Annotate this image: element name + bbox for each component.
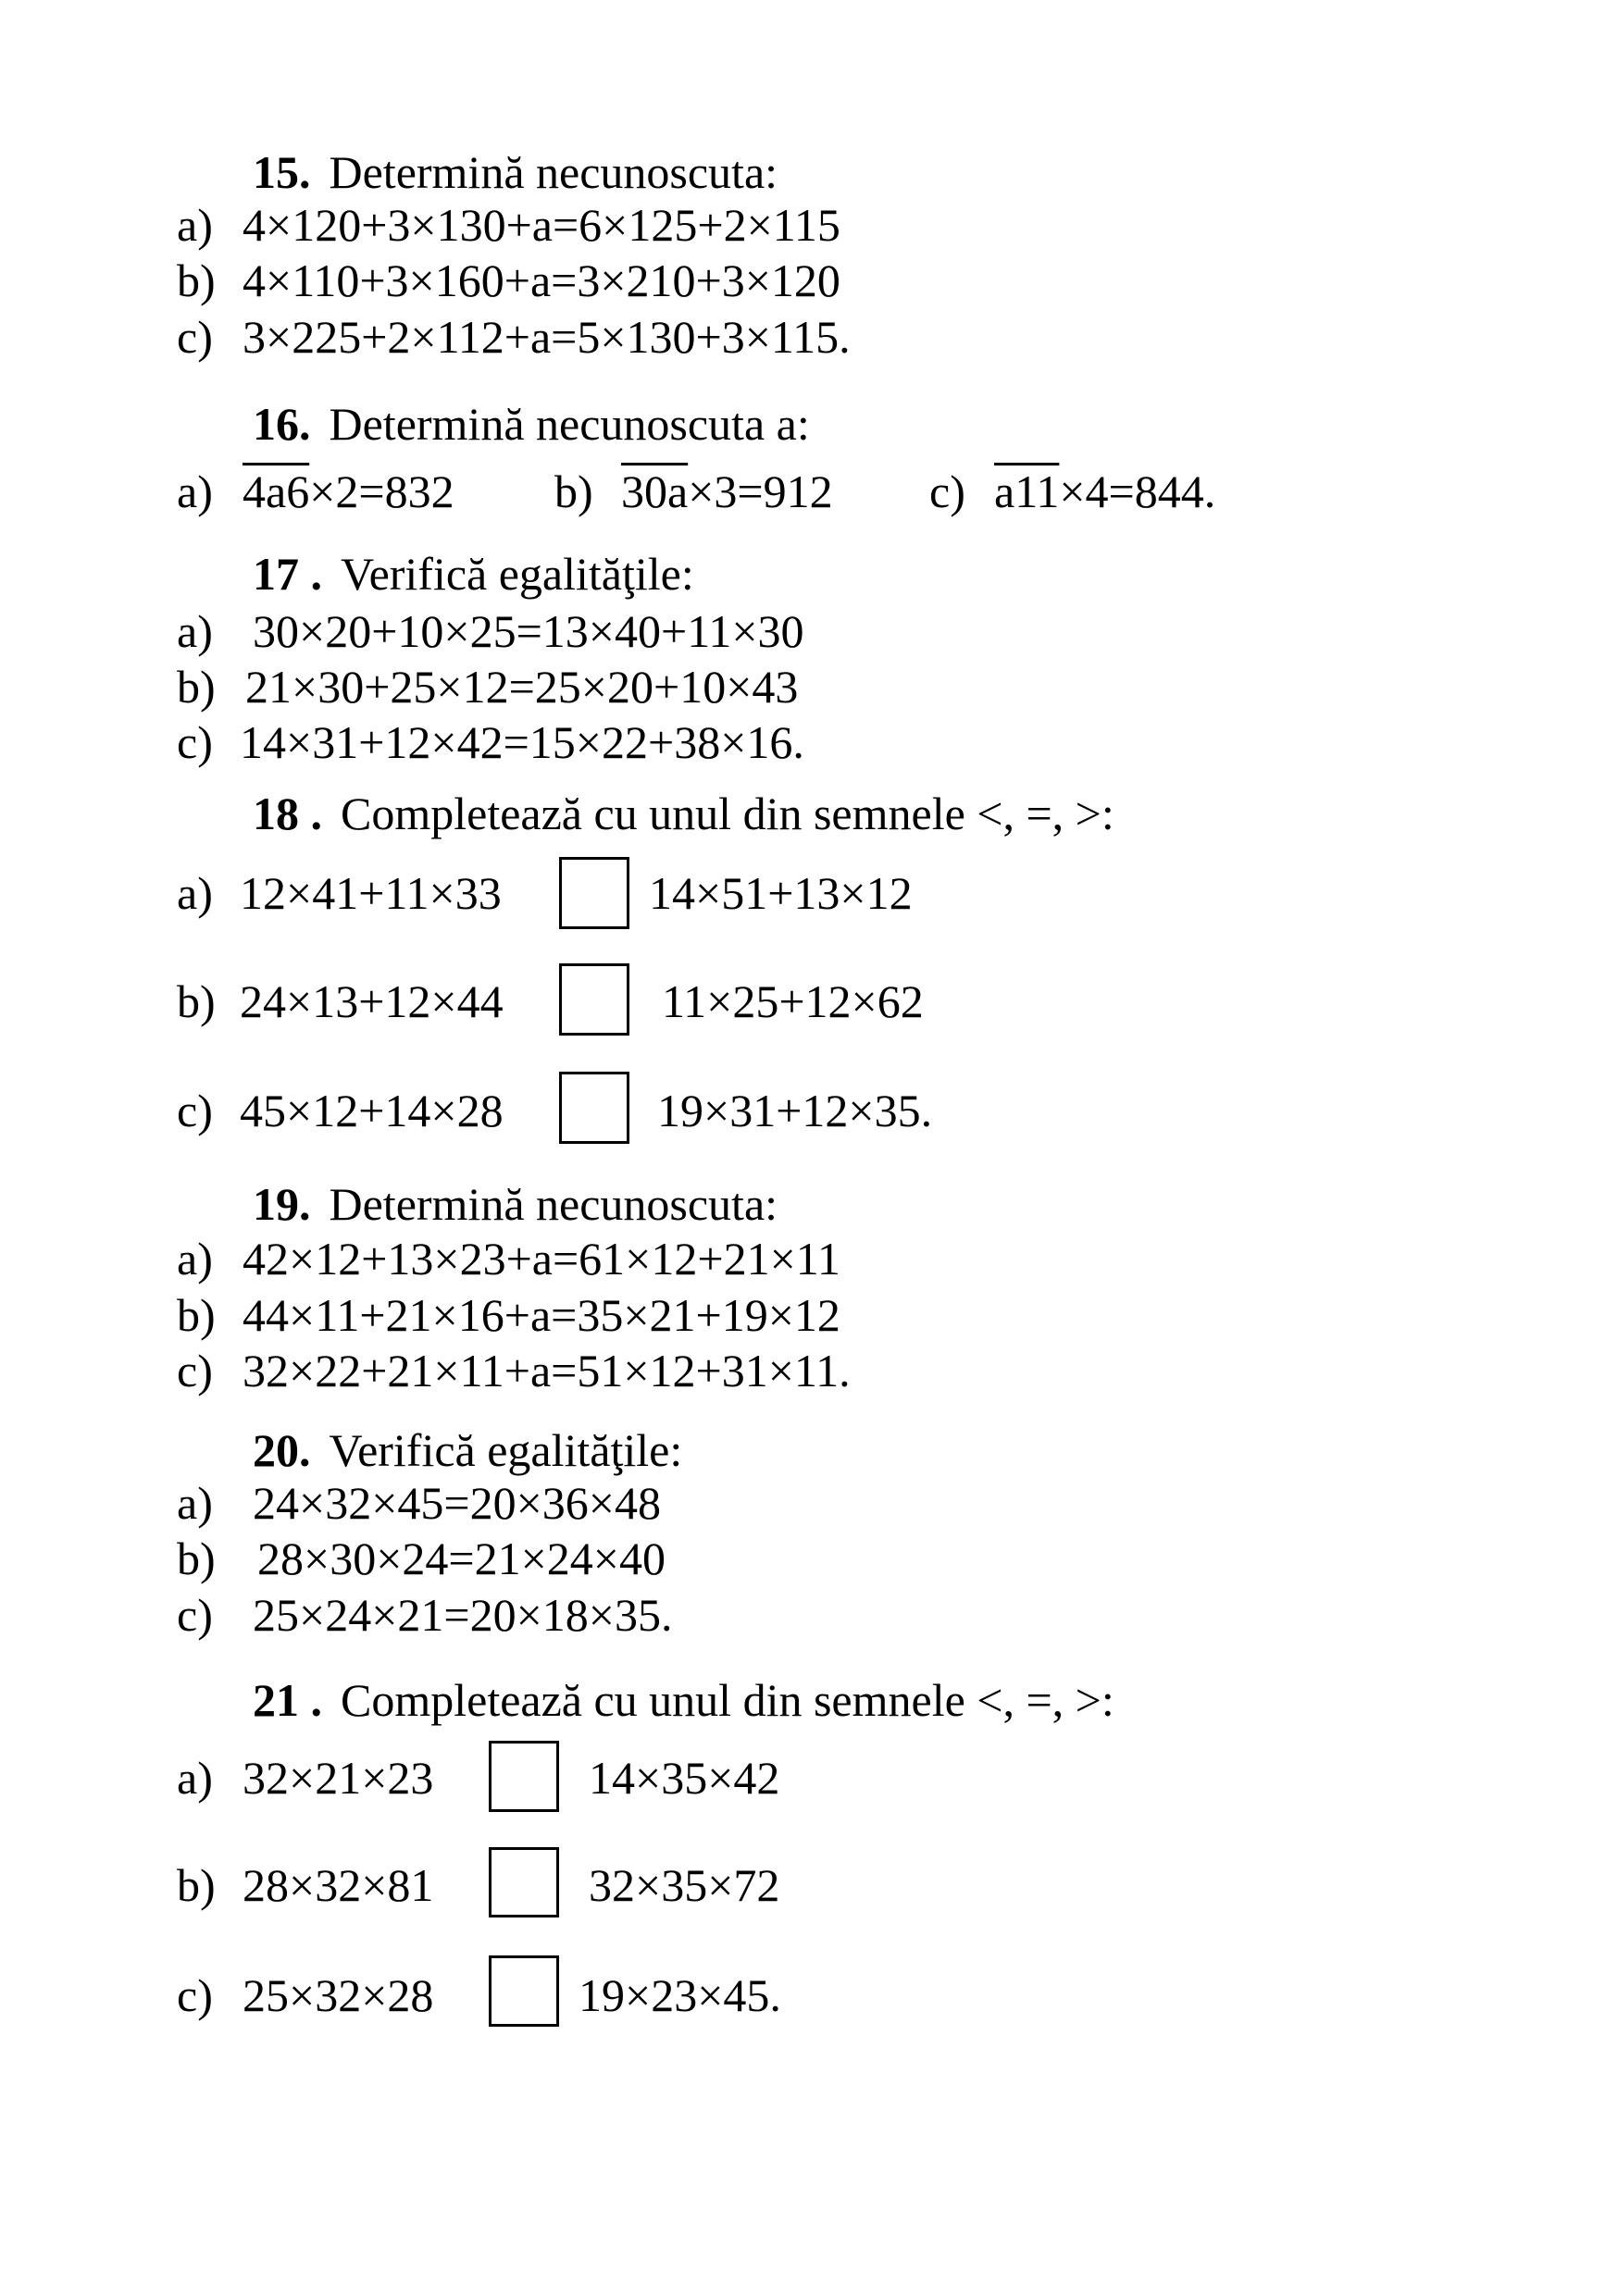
problem-heading <box>253 1674 1114 1726</box>
comparison-left: 28×32×81 <box>243 1859 434 1911</box>
equation: 32×22+21×11+a=51×12+31×11. <box>243 1345 851 1396</box>
comparison-sign-box[interactable] <box>489 1741 559 1812</box>
overlined-number: a11 <box>994 465 1060 517</box>
problem-instruction: Completează cu unul din semnele <, =, >: <box>341 1674 1114 1726</box>
equation <box>621 465 833 517</box>
item-label: c) <box>177 311 213 363</box>
item-label: b) <box>554 465 593 517</box>
problem-heading <box>253 548 694 600</box>
problem-instruction: Verifică egalităţile: <box>341 548 694 600</box>
comparison-right: 14×35×42 <box>589 1752 780 1804</box>
item-label: a) <box>177 605 213 657</box>
comparison-right: 19×31+12×35. <box>657 1085 933 1136</box>
comparison-sign-box[interactable] <box>559 963 629 1036</box>
comparison-sign-box[interactable] <box>489 1847 559 1917</box>
problem-instruction: Completează cu unul din semnele <, =, >: <box>341 788 1114 839</box>
equation: 28×30×24=21×24×40 <box>257 1533 666 1584</box>
equation <box>243 465 454 517</box>
problem-instruction: Determină necunoscuta a: <box>329 398 810 450</box>
item-label: c) <box>177 716 213 768</box>
problem-number: 16. <box>253 398 311 450</box>
equation: 44×11+21×16+a=35×21+19×12 <box>243 1289 840 1341</box>
item-label: a) <box>177 1233 213 1285</box>
equation-rest: ×4=844. <box>1059 465 1216 517</box>
comparison-left: 25×32×28 <box>243 1969 434 2021</box>
item-label: b) <box>177 661 216 713</box>
comparison-left: 32×21×23 <box>243 1752 434 1804</box>
equation: 4×110+3×160+a=3×210+3×120 <box>243 254 840 306</box>
item-label: a) <box>177 1477 213 1529</box>
item-label: b) <box>177 1533 216 1584</box>
item-label: c) <box>177 1345 213 1396</box>
problem-instruction: Verifică egalităţile: <box>329 1424 683 1476</box>
item-label: a) <box>177 199 213 251</box>
problem-heading <box>253 1178 778 1230</box>
comparison-sign-box[interactable] <box>489 1955 559 2027</box>
item-label: c) <box>177 1969 213 2021</box>
equation-rest: ×3=912 <box>688 465 833 517</box>
problem-number: 21 . <box>253 1674 322 1726</box>
problem-heading <box>253 398 810 450</box>
comparison-right: 19×23×45. <box>579 1969 781 2021</box>
equation: 30×20+10×25=13×40+11×30 <box>253 605 804 657</box>
problem-instruction: Determină necunoscuta: <box>329 1178 778 1230</box>
equation: 42×12+13×23+a=61×12+21×11 <box>243 1233 840 1285</box>
item-label: b) <box>177 1859 216 1911</box>
item-label: b) <box>177 1289 216 1341</box>
comparison-sign-box[interactable] <box>559 1072 629 1144</box>
comparison-right: 32×35×72 <box>589 1859 780 1911</box>
equation: 25×24×21=20×18×35. <box>253 1589 673 1641</box>
item-label: a) <box>177 465 213 517</box>
item-label: c) <box>929 465 965 517</box>
equation <box>994 465 1216 517</box>
problem-heading <box>253 790 1114 837</box>
problem-number: 18 . <box>253 788 322 839</box>
equation: 24×32×45=20×36×48 <box>253 1477 661 1529</box>
overlined-number: 4a6 <box>243 465 310 517</box>
comparison-left: 45×12+14×28 <box>240 1085 504 1136</box>
problem-heading <box>253 1424 683 1476</box>
comparison-left: 12×41+11×33 <box>240 867 502 919</box>
equation: 4×120+3×130+a=6×125+2×115 <box>243 199 840 251</box>
comparison-right: 11×25+12×62 <box>662 975 924 1027</box>
problem-number: 17 . <box>253 548 322 600</box>
item-label: b) <box>177 975 216 1027</box>
comparison-left: 24×13+12×44 <box>240 975 504 1027</box>
item-label: c) <box>177 1589 213 1641</box>
equation: 14×31+12×42=15×22+38×16. <box>240 716 804 768</box>
item-label: b) <box>177 254 216 306</box>
problem-number: 15. <box>253 146 311 198</box>
equation: 21×30+25×12=25×20+10×43 <box>245 661 799 713</box>
item-label: c) <box>177 1085 213 1136</box>
equation-rest: ×2=832 <box>309 465 454 517</box>
problem-heading <box>253 146 778 198</box>
problem-instruction: Determină necunoscuta: <box>329 146 778 198</box>
problem-number: 20. <box>253 1424 311 1476</box>
item-label: a) <box>177 1752 213 1804</box>
comparison-sign-box[interactable] <box>559 857 629 929</box>
problem-number: 19. <box>253 1178 311 1230</box>
overlined-number: 30a <box>621 465 689 517</box>
equation: 3×225+2×112+a=5×130+3×115. <box>243 311 851 363</box>
comparison-right: 14×51+13×12 <box>649 867 913 919</box>
item-label: a) <box>177 867 213 919</box>
